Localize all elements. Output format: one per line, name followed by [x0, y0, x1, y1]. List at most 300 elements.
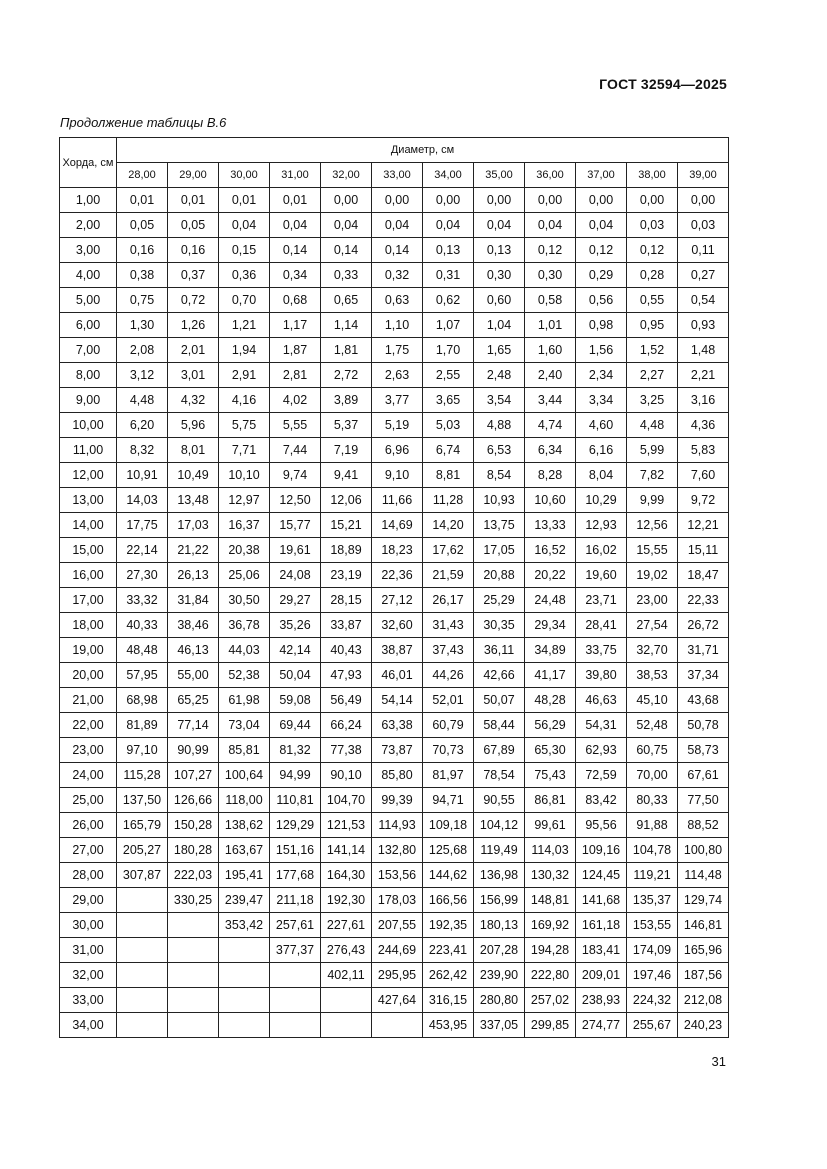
table-row: [60, 613, 729, 638]
value-cell: 54,31: [576, 713, 627, 738]
value-cell: 32,60: [372, 613, 423, 638]
value-cell: 402,11: [321, 963, 372, 988]
table-row: [60, 988, 729, 1013]
value-cell: 45,10: [627, 688, 678, 713]
value-cell: 118,00: [219, 788, 270, 813]
value-cell: 150,28: [168, 813, 219, 838]
value-cell: 8,32: [117, 438, 168, 463]
value-cell: 65,25: [168, 688, 219, 713]
table-row: [60, 463, 729, 488]
value-cell: 5,99: [627, 438, 678, 463]
value-cell: 0,34: [270, 263, 321, 288]
value-cell: 3,16: [678, 388, 729, 413]
value-cell: 37,34: [678, 663, 729, 688]
value-cell: 56,49: [321, 688, 372, 713]
diameter-header-cell: 34,00: [423, 163, 474, 188]
value-cell: 77,14: [168, 713, 219, 738]
value-cell: 13,33: [525, 513, 576, 538]
value-cell: 0,56: [576, 288, 627, 313]
value-cell: 2,01: [168, 338, 219, 363]
value-cell: 238,93: [576, 988, 627, 1013]
chord-cell: 3,00: [60, 238, 117, 263]
value-cell: 0,01: [219, 188, 270, 213]
diameter-header-cell: 33,00: [372, 163, 423, 188]
value-cell: 180,28: [168, 838, 219, 863]
chord-cell: 17,00: [60, 588, 117, 613]
value-cell: 0,03: [627, 213, 678, 238]
table-row: [60, 1013, 729, 1038]
value-cell: 197,46: [627, 963, 678, 988]
value-cell: 0,54: [678, 288, 729, 313]
value-cell: 174,09: [627, 938, 678, 963]
value-cell: 54,14: [372, 688, 423, 713]
value-cell: 66,24: [321, 713, 372, 738]
value-cell: 0,33: [321, 263, 372, 288]
value-cell: 1,01: [525, 313, 576, 338]
value-cell: [117, 963, 168, 988]
value-cell: 15,21: [321, 513, 372, 538]
value-cell: 110,81: [270, 788, 321, 813]
value-cell: 161,18: [576, 913, 627, 938]
value-cell: 0,00: [627, 188, 678, 213]
value-cell: 43,68: [678, 688, 729, 713]
value-cell: 10,49: [168, 463, 219, 488]
value-cell: 183,41: [576, 938, 627, 963]
value-cell: 165,96: [678, 938, 729, 963]
value-cell: [168, 1013, 219, 1038]
value-cell: 4,48: [627, 413, 678, 438]
value-cell: 280,80: [474, 988, 525, 1013]
value-cell: 180,13: [474, 913, 525, 938]
value-cell: 81,97: [423, 763, 474, 788]
value-cell: 6,16: [576, 438, 627, 463]
value-cell: 23,71: [576, 588, 627, 613]
value-cell: 13,75: [474, 513, 525, 538]
table-row: [60, 313, 729, 338]
value-cell: 114,48: [678, 863, 729, 888]
value-cell: 37,43: [423, 638, 474, 663]
value-cell: [117, 913, 168, 938]
table-row: [60, 638, 729, 663]
value-cell: 0,70: [219, 288, 270, 313]
chord-cell: 28,00: [60, 863, 117, 888]
value-cell: 3,44: [525, 388, 576, 413]
value-cell: 0,58: [525, 288, 576, 313]
value-cell: 86,81: [525, 788, 576, 813]
value-cell: 222,03: [168, 863, 219, 888]
value-cell: 50,78: [678, 713, 729, 738]
value-cell: 88,52: [678, 813, 729, 838]
value-cell: 0,00: [576, 188, 627, 213]
value-cell: [117, 988, 168, 1013]
chord-cell: 21,00: [60, 688, 117, 713]
chord-cell: 24,00: [60, 763, 117, 788]
value-cell: 0,04: [525, 213, 576, 238]
value-cell: 144,62: [423, 863, 474, 888]
chord-cell: 27,00: [60, 838, 117, 863]
value-cell: 6,96: [372, 438, 423, 463]
value-cell: 1,52: [627, 338, 678, 363]
value-cell: 239,90: [474, 963, 525, 988]
value-cell: 1,14: [321, 313, 372, 338]
value-cell: 194,28: [525, 938, 576, 963]
value-cell: 16,52: [525, 538, 576, 563]
value-cell: 26,72: [678, 613, 729, 638]
value-cell: 153,55: [627, 913, 678, 938]
value-cell: 0,01: [117, 188, 168, 213]
value-cell: 0,75: [117, 288, 168, 313]
chord-cell: 26,00: [60, 813, 117, 838]
value-cell: 0,00: [423, 188, 474, 213]
value-cell: 240,23: [678, 1013, 729, 1038]
value-cell: 187,56: [678, 963, 729, 988]
value-cell: 39,80: [576, 663, 627, 688]
table-row: [60, 688, 729, 713]
table-row: [60, 863, 729, 888]
value-cell: 2,34: [576, 363, 627, 388]
value-cell: 114,03: [525, 838, 576, 863]
value-cell: 18,23: [372, 538, 423, 563]
value-cell: 55,00: [168, 663, 219, 688]
table-row: [60, 488, 729, 513]
value-cell: 1,30: [117, 313, 168, 338]
value-cell: 38,53: [627, 663, 678, 688]
value-cell: 12,50: [270, 488, 321, 513]
chord-cell: 32,00: [60, 963, 117, 988]
value-cell: 353,42: [219, 913, 270, 938]
value-cell: 107,27: [168, 763, 219, 788]
chord-cell: 7,00: [60, 338, 117, 363]
value-cell: 50,07: [474, 688, 525, 713]
value-cell: 222,80: [525, 963, 576, 988]
value-cell: 9,41: [321, 463, 372, 488]
value-cell: 12,93: [576, 513, 627, 538]
value-cell: 163,67: [219, 838, 270, 863]
value-cell: [270, 1013, 321, 1038]
value-cell: 38,87: [372, 638, 423, 663]
value-cell: 97,10: [117, 738, 168, 763]
value-cell: 0,00: [474, 188, 525, 213]
value-cell: 29,34: [525, 613, 576, 638]
value-cell: 0,04: [270, 213, 321, 238]
value-cell: 7,44: [270, 438, 321, 463]
value-cell: 126,66: [168, 788, 219, 813]
value-cell: 0,37: [168, 263, 219, 288]
value-cell: 10,60: [525, 488, 576, 513]
value-cell: [117, 888, 168, 913]
table-row: [60, 513, 729, 538]
chord-cell: 9,00: [60, 388, 117, 413]
value-cell: 2,81: [270, 363, 321, 388]
value-cell: 27,12: [372, 588, 423, 613]
value-cell: 58,44: [474, 713, 525, 738]
value-cell: [372, 1013, 423, 1038]
value-cell: 90,99: [168, 738, 219, 763]
value-cell: 44,03: [219, 638, 270, 663]
table-row: [60, 438, 729, 463]
value-cell: 36,11: [474, 638, 525, 663]
value-cell: 28,41: [576, 613, 627, 638]
value-cell: 0,28: [627, 263, 678, 288]
chord-cell: 33,00: [60, 988, 117, 1013]
value-cell: 68,98: [117, 688, 168, 713]
value-cell: 0,13: [474, 238, 525, 263]
value-cell: 13,48: [168, 488, 219, 513]
value-cell: 0,65: [321, 288, 372, 313]
value-cell: 6,53: [474, 438, 525, 463]
value-cell: 28,15: [321, 588, 372, 613]
value-cell: 62,93: [576, 738, 627, 763]
value-cell: 46,63: [576, 688, 627, 713]
value-cell: 0,14: [321, 238, 372, 263]
value-cell: 0,12: [525, 238, 576, 263]
table-row: [60, 588, 729, 613]
table-row: [60, 738, 729, 763]
value-cell: 35,26: [270, 613, 321, 638]
value-cell: 4,48: [117, 388, 168, 413]
value-cell: 129,74: [678, 888, 729, 913]
value-cell: 30,35: [474, 613, 525, 638]
chord-cell: 25,00: [60, 788, 117, 813]
value-cell: [321, 1013, 372, 1038]
value-cell: 0,38: [117, 263, 168, 288]
value-cell: 2,48: [474, 363, 525, 388]
value-cell: 211,18: [270, 888, 321, 913]
value-cell: 5,96: [168, 413, 219, 438]
value-cell: 262,42: [423, 963, 474, 988]
table-row: [60, 763, 729, 788]
value-cell: 44,26: [423, 663, 474, 688]
value-cell: 22,36: [372, 563, 423, 588]
value-cell: 4,02: [270, 388, 321, 413]
value-cell: 9,72: [678, 488, 729, 513]
value-cell: 2,63: [372, 363, 423, 388]
table-row: [60, 538, 729, 563]
value-cell: 141,68: [576, 888, 627, 913]
value-cell: 73,87: [372, 738, 423, 763]
table-body: [60, 188, 729, 1038]
value-cell: 257,61: [270, 913, 321, 938]
chord-cell: 8,00: [60, 363, 117, 388]
table-caption: Продолжение таблицы В.6: [60, 115, 227, 130]
value-cell: 276,43: [321, 938, 372, 963]
value-cell: 27,54: [627, 613, 678, 638]
value-cell: 10,29: [576, 488, 627, 513]
value-cell: 15,77: [270, 513, 321, 538]
value-cell: 33,32: [117, 588, 168, 613]
value-cell: 337,05: [474, 1013, 525, 1038]
value-cell: 224,32: [627, 988, 678, 1013]
value-cell: 295,95: [372, 963, 423, 988]
table-row: [60, 338, 729, 363]
value-cell: 11,28: [423, 488, 474, 513]
value-cell: 4,16: [219, 388, 270, 413]
value-cell: 0,32: [372, 263, 423, 288]
value-cell: 47,93: [321, 663, 372, 688]
value-cell: 23,19: [321, 563, 372, 588]
value-cell: 25,29: [474, 588, 525, 613]
table-row: [60, 363, 729, 388]
value-cell: 19,61: [270, 538, 321, 563]
table-row: [60, 563, 729, 588]
value-cell: 239,47: [219, 888, 270, 913]
value-cell: 61,98: [219, 688, 270, 713]
value-cell: 63,38: [372, 713, 423, 738]
table-row: [60, 963, 729, 988]
diameter-header-cell: 32,00: [321, 163, 372, 188]
value-cell: 244,69: [372, 938, 423, 963]
value-cell: 3,77: [372, 388, 423, 413]
value-cell: 1,17: [270, 313, 321, 338]
value-cell: 4,88: [474, 413, 525, 438]
value-cell: 192,35: [423, 913, 474, 938]
diameter-header-cell: 39,00: [678, 163, 729, 188]
value-cell: 14,03: [117, 488, 168, 513]
page-number: 31: [711, 1054, 726, 1069]
value-cell: 2,72: [321, 363, 372, 388]
value-cell: 80,33: [627, 788, 678, 813]
value-cell: 0,00: [372, 188, 423, 213]
value-cell: 81,89: [117, 713, 168, 738]
value-cell: 26,17: [423, 588, 474, 613]
value-cell: 21,22: [168, 538, 219, 563]
value-cell: 0,13: [423, 238, 474, 263]
table-row: [60, 188, 729, 213]
value-cell: 164,30: [321, 863, 372, 888]
value-cell: 16,02: [576, 538, 627, 563]
value-cell: 100,80: [678, 838, 729, 863]
value-cell: 38,46: [168, 613, 219, 638]
value-cell: 0,12: [576, 238, 627, 263]
value-cell: 2,21: [678, 363, 729, 388]
value-cell: 90,10: [321, 763, 372, 788]
value-cell: 0,62: [423, 288, 474, 313]
value-cell: 6,74: [423, 438, 474, 463]
value-cell: 0,05: [168, 213, 219, 238]
value-cell: 104,70: [321, 788, 372, 813]
value-cell: 2,40: [525, 363, 576, 388]
value-cell: 17,75: [117, 513, 168, 538]
value-cell: 20,22: [525, 563, 576, 588]
value-cell: 5,75: [219, 413, 270, 438]
value-cell: 30,50: [219, 588, 270, 613]
value-cell: 0,14: [372, 238, 423, 263]
value-cell: 0,30: [474, 263, 525, 288]
value-cell: 5,37: [321, 413, 372, 438]
value-cell: [219, 938, 270, 963]
value-cell: 5,83: [678, 438, 729, 463]
value-cell: 52,48: [627, 713, 678, 738]
value-cell: 307,87: [117, 863, 168, 888]
table-row: [60, 263, 729, 288]
value-cell: 207,28: [474, 938, 525, 963]
value-cell: 1,04: [474, 313, 525, 338]
value-cell: 165,79: [117, 813, 168, 838]
value-cell: 0,04: [474, 213, 525, 238]
value-cell: 81,32: [270, 738, 321, 763]
value-cell: 100,64: [219, 763, 270, 788]
value-cell: 0,14: [270, 238, 321, 263]
value-cell: 25,06: [219, 563, 270, 588]
value-cell: 48,28: [525, 688, 576, 713]
value-cell: 4,32: [168, 388, 219, 413]
value-cell: 169,92: [525, 913, 576, 938]
diameter-header-cell: 31,00: [270, 163, 321, 188]
value-cell: [270, 988, 321, 1013]
chord-cell: 14,00: [60, 513, 117, 538]
table-row: [60, 913, 729, 938]
value-cell: 166,56: [423, 888, 474, 913]
value-cell: 255,67: [627, 1013, 678, 1038]
value-cell: 85,81: [219, 738, 270, 763]
value-cell: 130,32: [525, 863, 576, 888]
value-cell: 1,07: [423, 313, 474, 338]
value-cell: 330,25: [168, 888, 219, 913]
value-cell: 24,08: [270, 563, 321, 588]
value-cell: 178,03: [372, 888, 423, 913]
chord-cell: 6,00: [60, 313, 117, 338]
value-cell: 0,98: [576, 313, 627, 338]
value-cell: 0,03: [678, 213, 729, 238]
value-cell: 65,30: [525, 738, 576, 763]
value-cell: 27,30: [117, 563, 168, 588]
value-cell: 94,71: [423, 788, 474, 813]
value-cell: 0,16: [168, 238, 219, 263]
value-cell: 223,41: [423, 938, 474, 963]
diameter-header-cell: 35,00: [474, 163, 525, 188]
value-cell: 3,34: [576, 388, 627, 413]
value-cell: [168, 913, 219, 938]
diameter-header-cell: 37,00: [576, 163, 627, 188]
chord-cell: 18,00: [60, 613, 117, 638]
value-cell: 2,08: [117, 338, 168, 363]
value-cell: 0,04: [576, 213, 627, 238]
value-cell: 56,29: [525, 713, 576, 738]
value-cell: 15,11: [678, 538, 729, 563]
value-cell: 10,93: [474, 488, 525, 513]
value-cell: 109,18: [423, 813, 474, 838]
chord-cell: 22,00: [60, 713, 117, 738]
value-cell: 20,38: [219, 538, 270, 563]
value-cell: 77,38: [321, 738, 372, 763]
table-row: [60, 663, 729, 688]
value-cell: 48,48: [117, 638, 168, 663]
value-cell: 52,38: [219, 663, 270, 688]
value-cell: 12,56: [627, 513, 678, 538]
value-cell: 136,98: [474, 863, 525, 888]
diameter-header-cell: 36,00: [525, 163, 576, 188]
value-cell: [219, 963, 270, 988]
value-cell: 453,95: [423, 1013, 474, 1038]
value-cell: 16,37: [219, 513, 270, 538]
value-cell: 207,55: [372, 913, 423, 938]
value-cell: 50,04: [270, 663, 321, 688]
chord-cell: 4,00: [60, 263, 117, 288]
value-cell: 0,01: [270, 188, 321, 213]
value-cell: 46,01: [372, 663, 423, 688]
value-cell: 67,61: [678, 763, 729, 788]
value-cell: 17,03: [168, 513, 219, 538]
value-cell: 0,04: [219, 213, 270, 238]
value-cell: 99,39: [372, 788, 423, 813]
value-cell: 2,55: [423, 363, 474, 388]
value-cell: 0,01: [168, 188, 219, 213]
value-cell: 0,30: [525, 263, 576, 288]
value-cell: 31,84: [168, 588, 219, 613]
value-cell: 8,04: [576, 463, 627, 488]
value-cell: 40,33: [117, 613, 168, 638]
value-cell: 1,94: [219, 338, 270, 363]
